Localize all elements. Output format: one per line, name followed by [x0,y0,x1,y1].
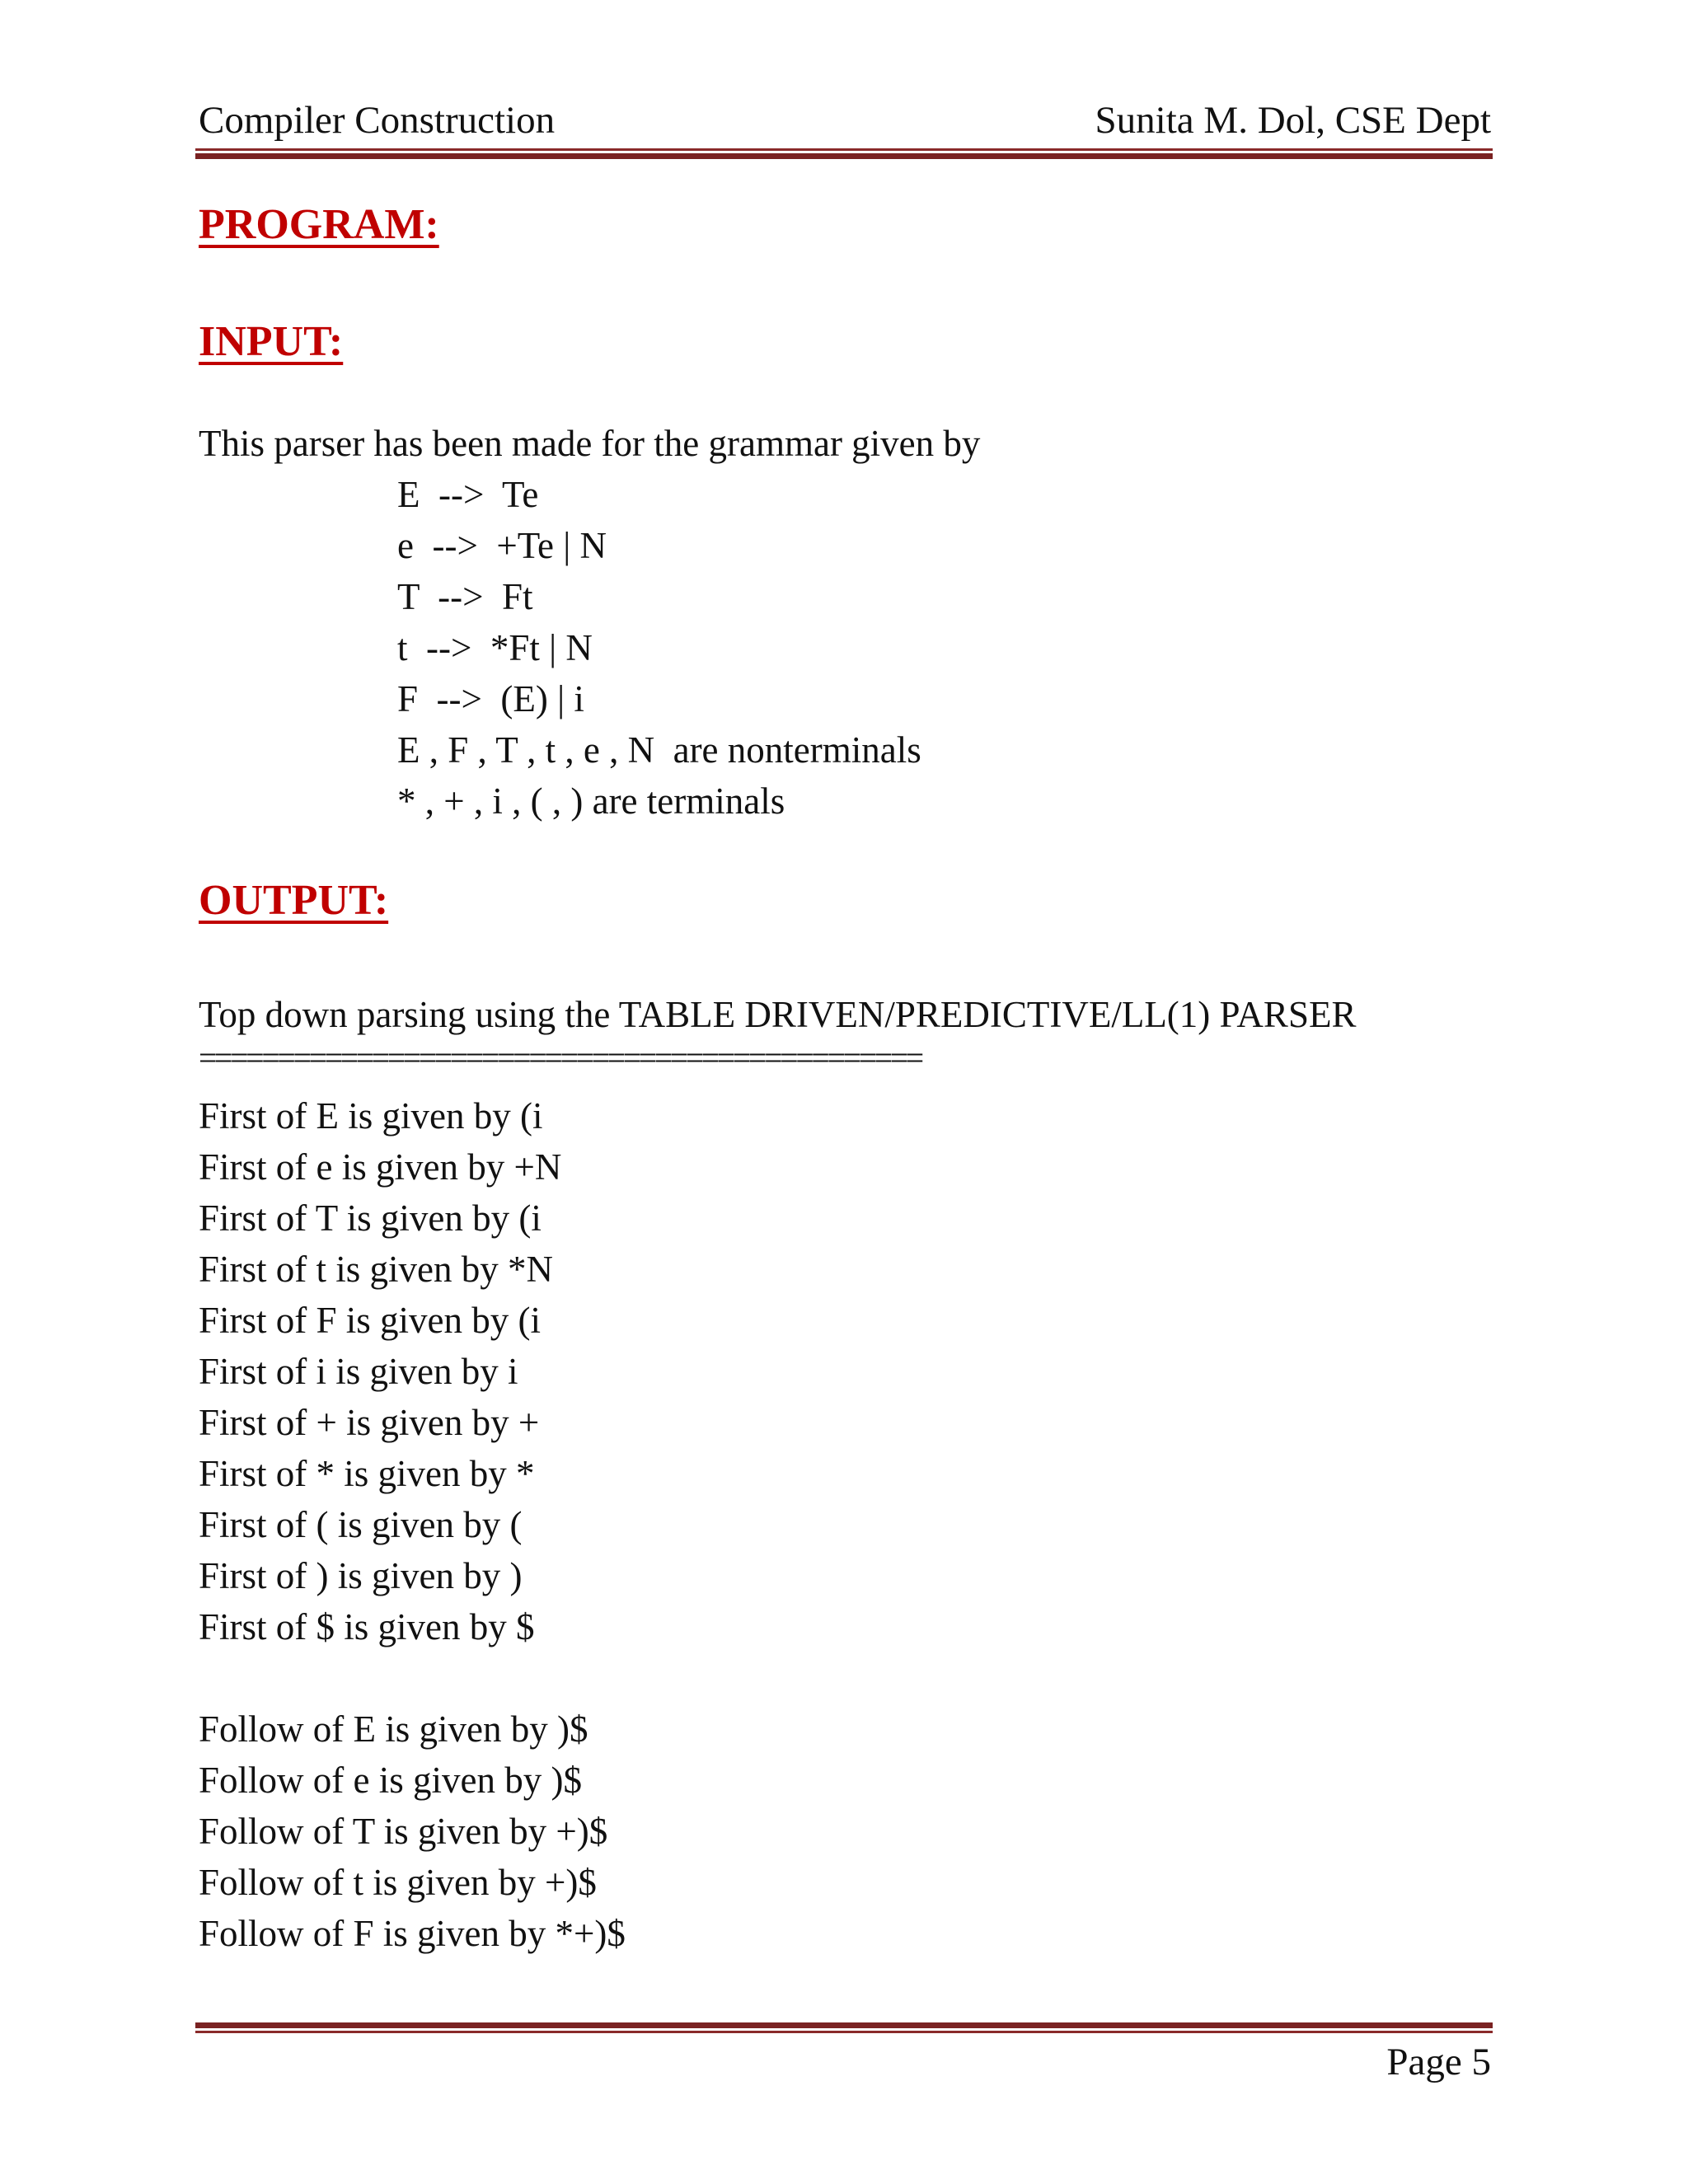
grammar-line: t --> *Ft | N [397,627,593,668]
output-heading: OUTPUT: [199,877,389,924]
follow-set-line: Follow of E is given by )$ [199,1708,588,1750]
grammar-line: T --> Ft [397,576,533,617]
first-set-line: First of * is given by * [199,1453,535,1494]
footer-divider [195,2022,1493,2033]
first-set-line: First of T is given by (i [199,1197,542,1239]
follow-sets [199,1704,626,1959]
header-course-title: Compiler Construction [199,99,556,142]
grammar-rules [397,469,921,827]
header-divider [195,148,1493,159]
output-title: Top down parsing using the TABLE DRIVEN/PREDICTIVE/LL(1) PARSER [199,994,1357,1035]
grammar-line: * , + , i , ( , ) are terminals [397,780,785,822]
grammar-line: F --> (E) | i [397,678,584,719]
first-set-line: First of i is given by i [199,1351,518,1392]
header-divider-thin-line [195,148,1493,151]
follow-set-line: Follow of F is given by *+)$ [199,1913,626,1954]
follow-set-line: Follow of t is given by +)$ [199,1862,597,1903]
first-set-line: First of $ is given by $ [199,1606,535,1647]
page-number: Page 5 [1386,2041,1491,2083]
first-sets [199,1090,561,1652]
first-set-line: First of F is given by (i [199,1300,542,1341]
first-set-line: First of E is given by (i [199,1095,543,1137]
first-set-line: First of e is given by +N [199,1146,562,1188]
header-author: Sunita M. Dol, CSE Dept [1095,99,1491,142]
first-set-line: First of t is given by *N [199,1249,554,1290]
first-set-line: First of + is given by + [199,1402,540,1443]
output-separator: ============================================== [199,1039,921,1076]
grammar-line: e --> +Te | N [397,525,607,566]
header-divider-thick-line [195,153,1493,159]
input-heading: INPUT: [199,318,344,365]
footer-divider-thick-line [195,2022,1493,2028]
grammar-line: E , F , T , t , e , N are nonterminals [397,729,921,771]
grammar-line: E --> Te [397,474,539,515]
first-set-line: First of ) is given by ) [199,1555,523,1596]
follow-set-line: Follow of T is given by +)$ [199,1811,608,1852]
grammar-intro: This parser has been made for the grammar given by [199,423,981,464]
footer-divider-thin-line [195,2031,1493,2033]
follow-set-line: Follow of e is given by )$ [199,1760,582,1801]
program-heading: PROGRAM: [199,201,439,248]
first-set-line: First of ( is given by ( [199,1504,523,1545]
